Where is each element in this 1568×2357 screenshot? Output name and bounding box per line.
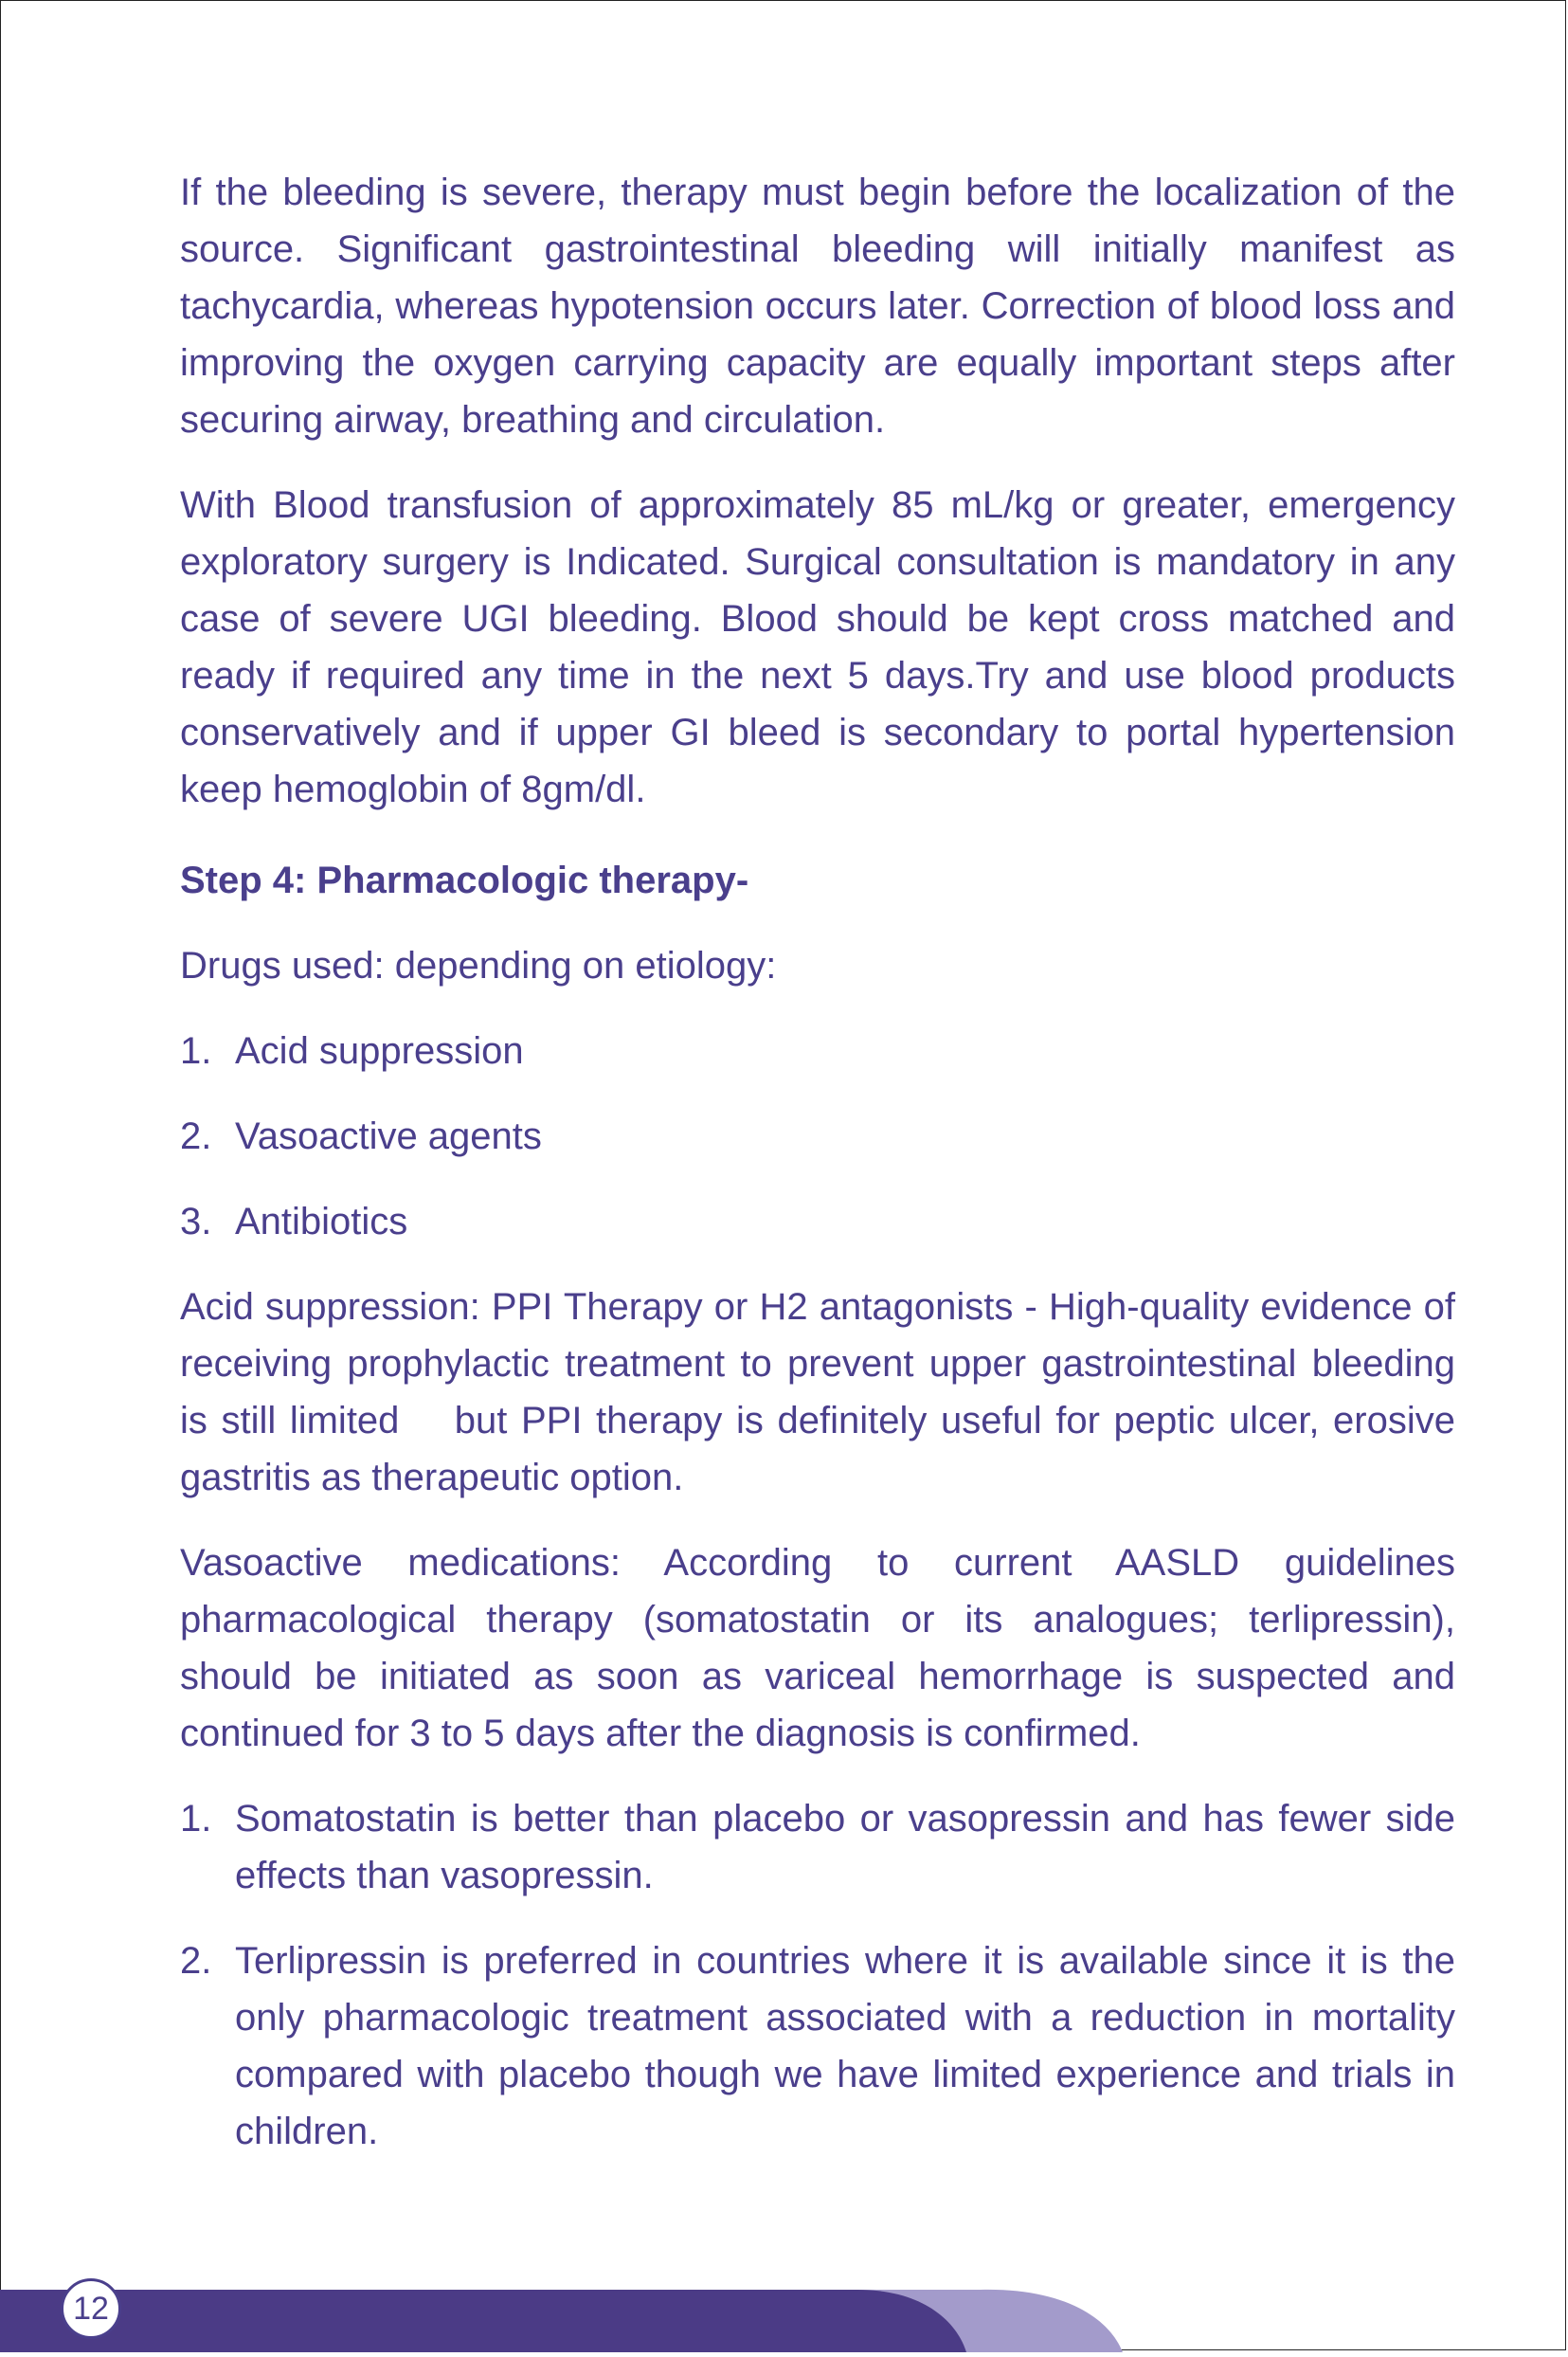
list-item	[180, 1108, 1455, 1165]
list-item-number: 1.	[180, 1030, 212, 1072]
list-item-text: Acid suppression	[235, 1030, 524, 1072]
list-item	[180, 1932, 1455, 2160]
step-heading: Step 4: Pharmacologic therapy-	[180, 860, 749, 901]
drug-list	[180, 1023, 1455, 1250]
drugs-intro: Drugs used: depending on etiology:	[180, 945, 777, 987]
list-item-number: 3.	[180, 1201, 212, 1242]
list-item	[180, 1023, 1455, 1079]
list-item-number: 2.	[180, 1115, 212, 1157]
list-item-text: Somatostatin is better than placebo or vasopressin and has fewer side effects than vasopressin.	[235, 1798, 1455, 1896]
footer-band-dark	[0, 2290, 966, 2352]
list-item-text: Antibiotics	[235, 1201, 408, 1242]
paragraph-blood-transfusion: With Blood transfusion of approximately 85 mL/kg or greater, emergency exploratory surgery is Indicated. Surgical consultation is mandatory in any case of severe UGI bleeding. Blood should be kept cross matched and ready if required any time in the next 5 days.Try and use blood products conservatively and if upper GI bleed is secondary to portal hypertension keep hemoglobin of 8gm/dl.	[180, 484, 1455, 810]
footer-band	[0, 2267, 1568, 2352]
list-item-number: 1.	[180, 1798, 212, 1840]
list-item-number: 2.	[180, 1940, 212, 1982]
paragraph-vasoactive-medications: Vasoactive medications: According to current AASLD guidelines pharmacological therapy (somatostatin or its analogues; terlipressin), should be initiated as soon as variceal hemorrhage is suspected and continued for 3 to 5 days after the diagnosis is confirmed.	[180, 1542, 1455, 1754]
vasoactive-list	[180, 1790, 1455, 2160]
list-item-text: Vasoactive agents	[235, 1115, 542, 1157]
footer-wave-graphic	[0, 2267, 1568, 2352]
paragraph-severe-bleeding: If the bleeding is severe, therapy must begin before the localization of the source. Significant gastrointestinal bleeding will initially manifest as tachycardia, whereas hypotension occurs later. Correction of blood loss and improving the oxygen carrying capacity are equally important steps after securing airway, breathing and circulation.	[180, 172, 1455, 441]
list-item	[180, 1790, 1455, 1904]
page-number: 12	[61, 2278, 121, 2339]
list-item	[180, 1193, 1455, 1250]
page-content	[180, 164, 1467, 2188]
paragraph-acid-suppression: Acid suppression: PPI Therapy or H2 antagonists - High-quality evidence of receiving prophylactic treatment to prevent upper gastrointestinal bleeding is still limited but PPI therapy is definitely useful for peptic ulcer, erosive gastritis as therapeutic option.	[180, 1286, 1467, 1498]
list-item-text: Terlipressin is preferred in countries where it is available since it is the only pharmacologic treatment associated with a reduction in mortality compared with placebo though we have limited experience and trials in children.	[235, 1940, 1455, 2152]
